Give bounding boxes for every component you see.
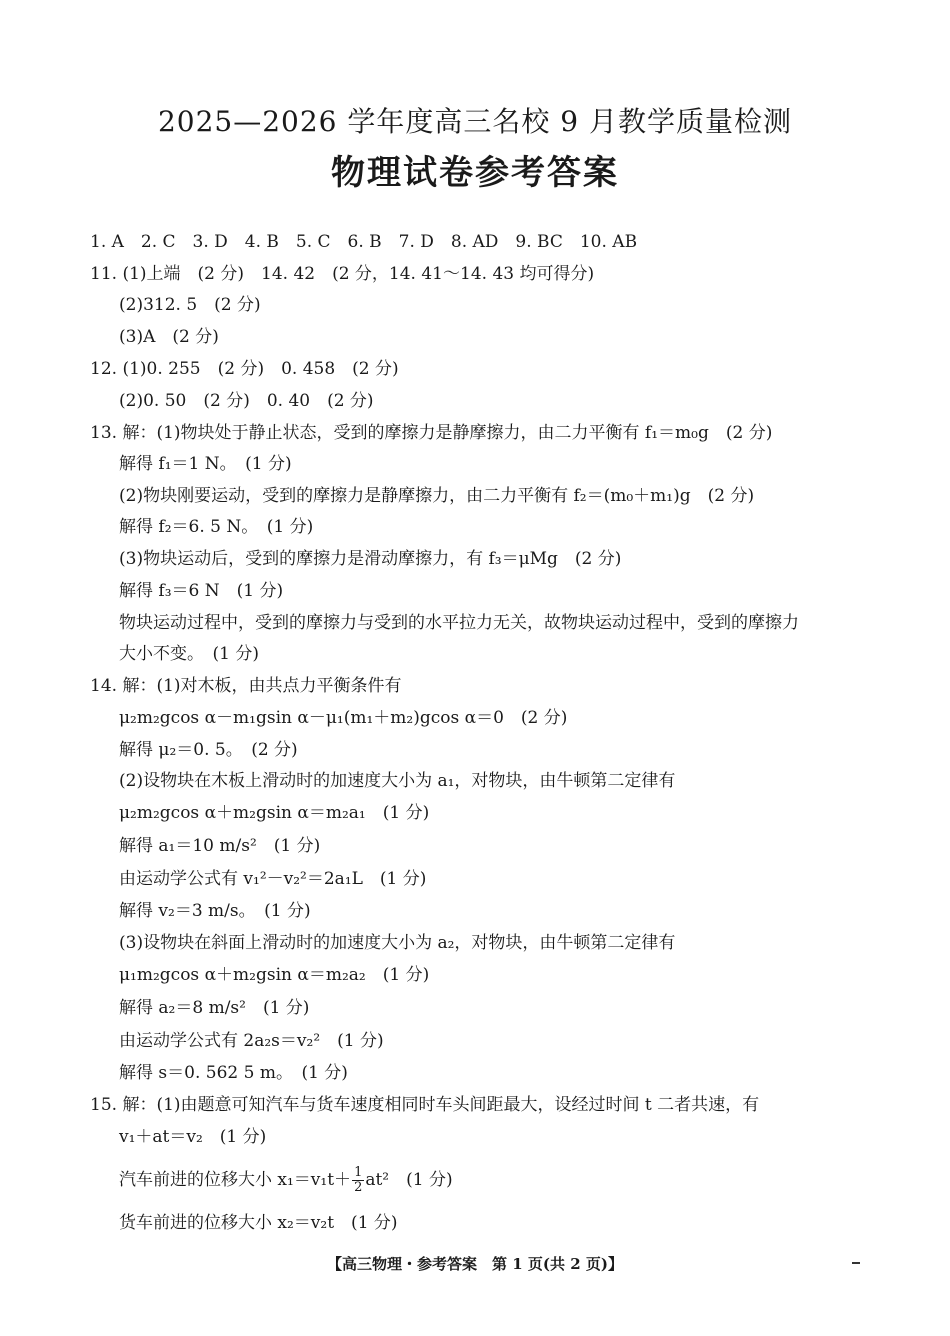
- answer-line: (2)设物块在木板上滑动时的加速度大小为 a₁，对物块，由牛顿第二定律有: [119, 771, 676, 791]
- answer-line: 11. (1)上端 (2 分) 14. 42 (2 分，14. 41～14. 43 均可得分): [90, 264, 595, 284]
- answer-line: 12. (1)0. 255 (2 分) 0. 458 (2 分): [90, 359, 399, 379]
- answer-line: 解得 s＝0. 562 5 m。 (1 分): [119, 1063, 348, 1083]
- page-subtitle: 物理试卷参考答案: [331, 153, 619, 193]
- equation-text: 汽车前进的位移大小 x₁＝v₁t＋: [119, 1170, 352, 1190]
- answer-line: 大小不变。 (1 分): [119, 644, 259, 664]
- answer-line: 14. 解：(1)对木板，由共点力平衡条件有: [90, 676, 402, 696]
- answer-line: μ₁m₂gcos α＋m₂gsin α＝m₂a₂ (1 分): [119, 965, 430, 985]
- page-mark: [852, 1262, 860, 1264]
- answer-line: μ₂m₂gcos α－m₁gsin α－μ₁(m₁＋m₂)gcos α＝0 (2 分): [119, 708, 568, 728]
- answer-line: (2)物块刚要运动，受到的摩擦力是静摩擦力，由二力平衡有 f₂＝(m₀＋m₁)g (2 分): [119, 486, 755, 506]
- fraction-numerator: 1: [354, 1165, 363, 1180]
- answer-line: 解得 f₃＝6 N (1 分): [119, 581, 284, 601]
- answer-line: (3)物块运动后，受到的摩擦力是滑动摩擦力，有 f₃＝μMg (2 分): [119, 549, 622, 569]
- answer-line: 解得 f₂＝6. 5 N。 (1 分): [119, 517, 314, 537]
- page-title: 2025—2026 学年度高三名校 9 月教学质量检测: [157, 105, 793, 138]
- answer-line: 货车前进的位移大小 x₂＝v₂t (1 分): [119, 1213, 398, 1233]
- answer-line: 解得 μ₂＝0. 5。 (2 分): [119, 740, 298, 760]
- fraction-one-half: [352, 1166, 364, 1195]
- answer-line: 解得 v₂＝3 m/s。 (1 分): [119, 901, 311, 921]
- answer-line: (3)设物块在斜面上滑动时的加速度大小为 a₂，对物块，由牛顿第二定律有: [119, 933, 676, 953]
- equation-line-x1: [119, 1166, 453, 1195]
- answer-line: 由运动学公式有 2a₂s＝v₂² (1 分): [119, 1031, 384, 1051]
- answer-line: 1. A 2. C 3. D 4. B 5. C 6. B 7. D 8. AD 9. BC 10. AB: [90, 232, 638, 252]
- fraction-denominator: 2: [354, 1180, 363, 1195]
- answer-line: μ₂m₂gcos α＋m₂gsin α＝m₂a₁ (1 分): [119, 803, 430, 823]
- equation-text: at² (1 分): [365, 1170, 453, 1190]
- answer-line: v₁＋at＝v₂ (1 分): [119, 1127, 267, 1147]
- page-footer: 【高三物理・参考答案 第 1 页(共 2 页)】: [327, 1255, 623, 1273]
- answer-line: 15. 解：(1)由题意可知汽车与货车速度相同时车头间距最大，设经过时间 t 二者共速，有: [90, 1095, 760, 1115]
- answer-line: 解得 f₁＝1 N。 (1 分): [119, 454, 292, 474]
- answer-line: (2)312. 5 (2 分): [119, 295, 261, 315]
- answer-line: 物块运动过程中，受到的摩擦力与受到的水平拉力无关，故物块运动过程中，受到的摩擦力: [119, 613, 799, 633]
- answer-line: 由运动学公式有 v₁²－v₂²＝2a₁L (1 分): [119, 869, 427, 889]
- answer-line: 解得 a₁＝10 m/s² (1 分): [119, 836, 321, 856]
- answer-line: (2)0. 50 (2 分) 0. 40 (2 分): [119, 391, 374, 411]
- answer-line: 13. 解：(1)物块处于静止状态，受到的摩擦力是静摩擦力，由二力平衡有 f₁＝m₀g (2 分): [90, 423, 773, 443]
- answer-line: (3)A (2 分): [119, 327, 219, 347]
- answer-line: 解得 a₂＝8 m/s² (1 分): [119, 998, 310, 1018]
